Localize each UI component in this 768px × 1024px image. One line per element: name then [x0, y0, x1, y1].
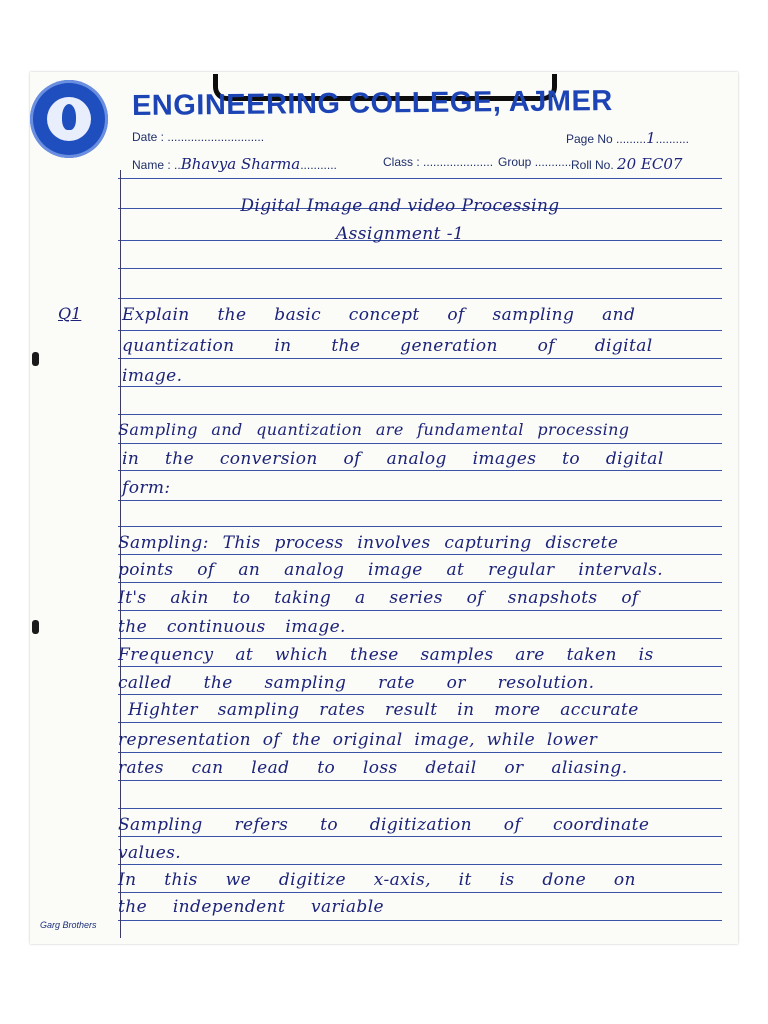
ruled-line — [118, 298, 722, 299]
answer-line: called the sampling rate or resolution. — [118, 673, 595, 693]
ruled-line — [118, 443, 722, 444]
page-label: Page No — [566, 132, 613, 146]
answer-line: in the conversion of analog images to digital — [122, 449, 664, 469]
page-number: 1 — [646, 129, 656, 147]
answer-line: form: — [122, 478, 171, 498]
ruled-line — [118, 780, 722, 781]
answer-line: Highter sampling rates result in more accurate — [128, 700, 639, 720]
ruled-line — [118, 638, 722, 639]
assignment-subject: Digital Image and video Processing — [240, 196, 560, 216]
ruled-line — [118, 268, 722, 269]
answer-line: Sampling and quantization are fundamental processing — [118, 420, 630, 439]
college-logo-icon — [30, 80, 108, 158]
group-field: Group ........... — [498, 155, 572, 169]
roll-number-field — [571, 155, 682, 173]
answer-line: values. — [118, 843, 182, 863]
question-line: image. — [122, 366, 183, 386]
question-line: Explain the basic concept of sampling and — [122, 305, 636, 325]
roll-number: 20 EC07 — [617, 155, 683, 173]
binder-hole — [32, 620, 39, 634]
ruled-line — [118, 666, 722, 667]
ruled-line — [118, 470, 722, 471]
answer-line: the continuous image. — [118, 617, 346, 637]
question-number: Q1 — [58, 304, 82, 323]
ruled-line — [118, 610, 722, 611]
roll-label: Roll No. — [571, 158, 614, 172]
college-name: ENGINEERING COLLEGE, AJMER — [131, 84, 613, 122]
ruled-line — [118, 386, 722, 387]
name-label: Name : — [132, 158, 171, 172]
ruled-line — [118, 358, 722, 359]
date-label: Date : — [132, 130, 165, 144]
answer-line: Sampling refers to digitization of coordinate — [118, 815, 650, 835]
ruled-line — [118, 752, 722, 753]
answer-line: In this we digitize x-axis, it is done on — [118, 870, 636, 890]
ruled-line — [118, 582, 722, 583]
ruled-line — [118, 526, 722, 527]
name-field: Name : ..Bhavya Sharma........... — [132, 155, 337, 173]
class-label: Class : — [383, 155, 420, 169]
ruled-line — [118, 864, 722, 865]
ruled-line — [118, 500, 722, 501]
ruled-line — [118, 892, 722, 893]
ruled-line — [118, 330, 722, 331]
publisher-imprint: Garg Brothers — [40, 920, 97, 930]
ruled-line — [118, 414, 722, 415]
ruled-line — [118, 178, 722, 179]
answer-line: It's akin to taking a series of snapshots of — [118, 588, 639, 608]
ruled-line — [118, 554, 722, 555]
answer-line: rates can lead to loss detail or aliasing. — [118, 758, 628, 778]
answer-line: points of an analog image at regular intervals. — [118, 560, 664, 580]
ruled-line — [118, 920, 722, 921]
group-label: Group — [498, 155, 532, 169]
student-name: Bhavya Sharma — [180, 155, 301, 173]
answer-line: representation of the original image, while lower — [118, 730, 598, 750]
page-number-field: Page No .........1.......... — [566, 129, 689, 147]
question-line: quantization in the generation of digital — [122, 336, 653, 356]
ruled-line — [118, 722, 722, 723]
assignment-number: Assignment -1 — [335, 224, 465, 244]
ruled-line — [118, 694, 722, 695]
ruled-line — [118, 808, 722, 809]
class-field: Class : ..................... — [383, 155, 494, 169]
answer-line: Sampling: This process involves capturing discrete — [118, 533, 619, 553]
ruled-line — [118, 836, 722, 837]
answer-line: Frequency at which these samples are taken is — [118, 645, 654, 665]
answer-line: the independent variable — [118, 897, 385, 917]
binder-hole — [32, 352, 39, 366]
date-field: Date : ............................. — [132, 130, 265, 144]
